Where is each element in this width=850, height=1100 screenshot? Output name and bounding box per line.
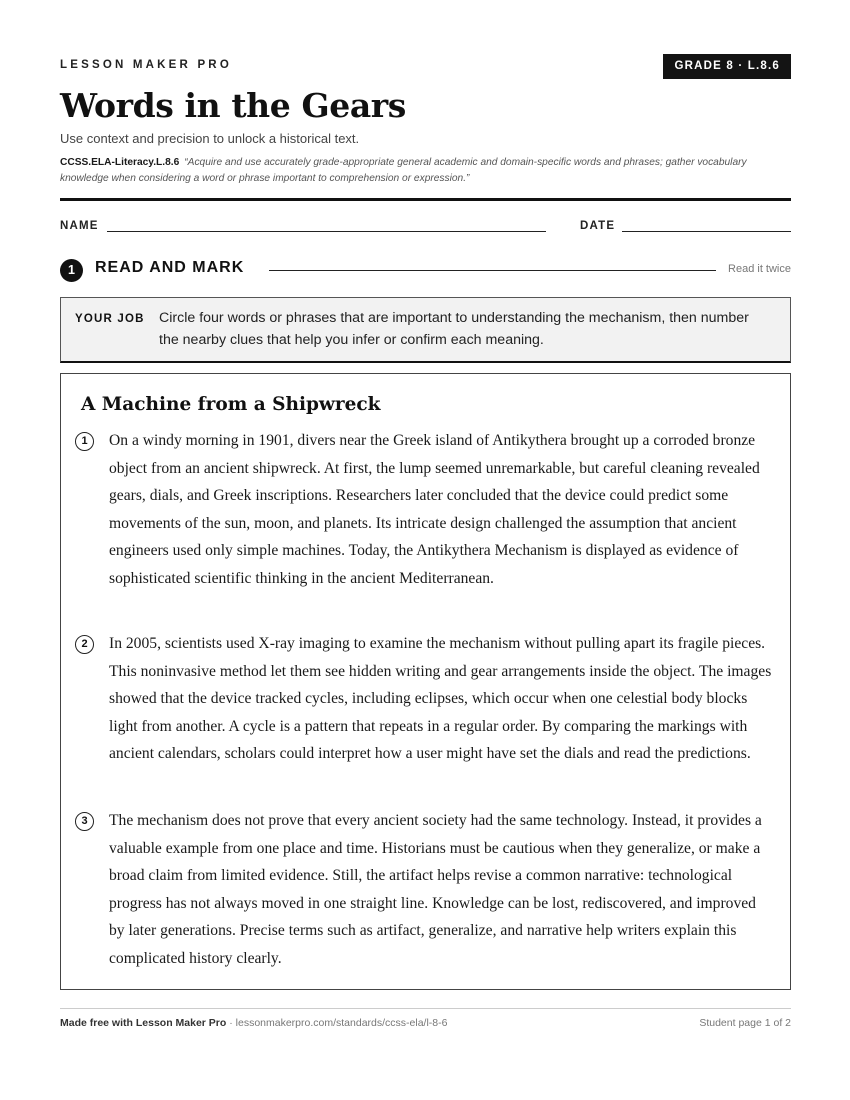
section-title: READ AND MARK — [95, 259, 245, 276]
your-job-instructions: Circle four words or phrases that are important to understanding the mechanism, then number the nearby clues that help you infer or confirm each meaning. — [159, 310, 749, 348]
section-note: Read it twice — [728, 263, 791, 275]
footer-made-with: Made free with Lesson Maker Pro — [60, 1017, 227, 1029]
footer-page-number: Student page 1 of 2 — [699, 1017, 791, 1029]
footer-url: · lessonmakerpro.com/standards/ccss-ela/l-8-6 — [226, 1017, 448, 1029]
worksheet-subtitle: Use context and precision to unlock a historical text. — [60, 131, 360, 146]
worksheet-title: Words in the Gears — [60, 86, 406, 125]
section-number-badge: 1 — [60, 259, 83, 282]
footer-credit — [60, 1017, 447, 1029]
date-label: DATE — [580, 220, 616, 232]
name-field[interactable] — [107, 231, 546, 232]
reading-passage — [60, 373, 791, 990]
brand-name: LESSON MAKER PRO — [60, 59, 232, 71]
worksheet-page — [60, 0, 791, 1100]
standard-statement — [60, 155, 791, 187]
your-job-label: YOUR JOB — [75, 313, 145, 325]
paragraph-text: In 2005, scientists used X-ray imaging to examine the mechanism without pulling apart its fragile pieces. This noninvasive method let them see hidden writing and gear arrangements inside the object. The images showed that the device tracked cycles, including eclipses, which occur when one celestial body blocks light from another. A cycle is a pattern that repeats in a regular order. By comparing the markings with ancient calendars, scholars could interpret how a user might have set the dials and read the predictions. — [109, 635, 772, 763]
passage-title: A Machine from a Shipwreck — [81, 394, 381, 415]
footer-divider — [60, 1008, 791, 1009]
standard-code: CCSS.ELA-Literacy.L.8.6 — [60, 157, 180, 168]
date-field[interactable] — [622, 231, 791, 232]
paragraph-text: On a windy morning in 1901, divers near the Greek island of Antikythera brought up a corroded bronze object from an ancient shipwreck. At first, the lump seemed unremarkable, but careful cleaning revealed gears, dials, and Greek inscriptions. Researchers later concluded that the device could predict some movements of the sun, moon, and planets. Its intricate design challenged the assumption that ancient engineers used only simple machines. Today, the Antikythera Mechanism is displayed as evidence of sophisticated scientific thinking in the ancient Mediterranean. — [109, 432, 760, 587]
name-label: NAME — [60, 220, 99, 232]
grade-badge: GRADE 8 · L.8.6 — [663, 54, 791, 79]
standard-text: “Acquire and use accurately grade-appropriate general academic and domain-specific words and phrases; gather vocabulary knowledge when considering a word or phrase important to comprehension or expression.” — [60, 157, 747, 184]
paragraph-number: 1 — [75, 432, 94, 451]
header-divider — [60, 198, 791, 201]
paragraph-number: 2 — [75, 635, 94, 654]
paragraph-number: 3 — [75, 812, 94, 831]
your-job-box — [60, 297, 791, 363]
section-rule — [269, 270, 716, 271]
paragraph-text: The mechanism does not prove that every ancient society had the same technology. Instead, it provides a valuable example from one place and time. Historians must be cautious when they generalize, or make a broad claim from limited evidence. Still, the artifact helps revise a common narrative: technological progress has not always moved in one straight line. Knowledge can be lost, rediscovered, and improved by later generations. Precise terms such as artifact, generalize, and narrative help writers explain this complicated history clearly. — [109, 812, 762, 967]
